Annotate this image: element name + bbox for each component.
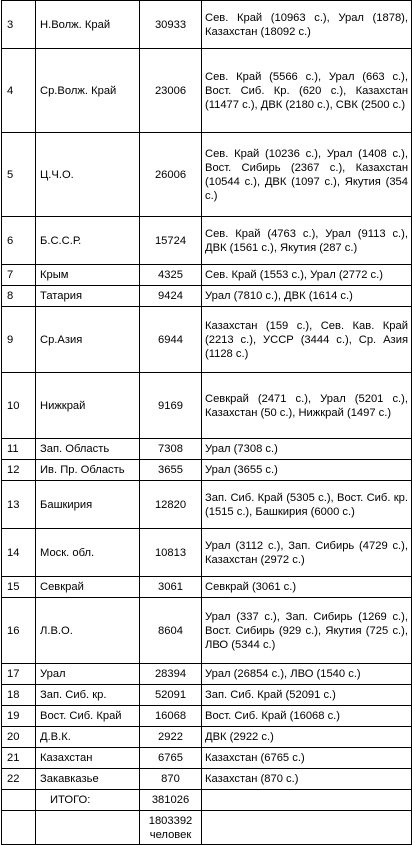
deportation-table	[1, 0, 412, 845]
total-label: ИТОГО:	[36, 790, 140, 811]
table-row	[2, 133, 412, 217]
destination-list: Урал (26854 с.), ЛВО (1540 с.)	[202, 664, 412, 685]
row-number: 15	[2, 577, 36, 598]
resettled-count: 9424	[140, 286, 202, 307]
region-name: Моск. обл.	[36, 529, 140, 577]
region-name: Зап. Сиб. кр.	[36, 685, 140, 706]
destination-list: Урал (7308 с.)	[202, 439, 412, 460]
total-dest-cell	[202, 790, 412, 811]
grand-dest-cell	[202, 811, 412, 845]
row-number: 13	[2, 481, 36, 529]
destination-list: ДВК (2922 с.)	[202, 727, 412, 748]
destination-list: Урал (3655 с.)	[202, 460, 412, 481]
region-name: Ив. Пр. Область	[36, 460, 140, 481]
resettled-count: 3655	[140, 460, 202, 481]
resettled-count: 10813	[140, 529, 202, 577]
resettled-count: 2922	[140, 727, 202, 748]
total-num-cell	[2, 790, 36, 811]
destination-list: Урал (7810 с.), ДВК (1614 с.)	[202, 286, 412, 307]
row-number: 21	[2, 748, 36, 769]
destination-list: Казахстан (6765 с.)	[202, 748, 412, 769]
destination-list: Казахстан (870 с.)	[202, 769, 412, 790]
table-row	[2, 769, 412, 790]
table-row	[2, 727, 412, 748]
row-number: 10	[2, 373, 36, 439]
region-name: Татария	[36, 286, 140, 307]
resettled-count: 6944	[140, 307, 202, 373]
row-number: 4	[2, 49, 36, 133]
resettled-count: 8604	[140, 598, 202, 664]
resettled-count: 3061	[140, 577, 202, 598]
region-name: Закавказье	[36, 769, 140, 790]
table-row	[2, 373, 412, 439]
destination-list: Сев. Край (10236 с.), Урал (1408 с.), Вост. Сибирь (2367 с.), Казахстан (10544 с.), ДВК (1097 с.), Якутия (354 с.)	[202, 133, 412, 217]
table-row	[2, 577, 412, 598]
table-row	[2, 529, 412, 577]
region-name: Д.В.К.	[36, 727, 140, 748]
region-name: Урал	[36, 664, 140, 685]
row-number: 8	[2, 286, 36, 307]
destination-list: Казахстан (159 с.), Сев. Кав. Край (2213 с.), УССР (3444 с.), Ср. Азия (1128 с.)	[202, 307, 412, 373]
table-row	[2, 460, 412, 481]
destination-list: Сев. Край (10963 с.), Урал (1878), Казахстан (18092 с.)	[202, 1, 412, 49]
destination-list: Севкрай (3061 с.)	[202, 577, 412, 598]
table-row	[2, 307, 412, 373]
resettled-count: 7308	[140, 439, 202, 460]
resettled-count: 26006	[140, 133, 202, 217]
row-number: 9	[2, 307, 36, 373]
resettled-count: 30933	[140, 1, 202, 49]
row-number: 22	[2, 769, 36, 790]
grand-total-unit: человек	[149, 828, 192, 841]
destination-list: Урал (3112 с.), Зап. Сибирь (4729 с.), Казахстан (2972 с.)	[202, 529, 412, 577]
resettled-count: 52091	[140, 685, 202, 706]
destination-list: Зап. Сиб. Край (5305 с.), Вост. Сиб. кр. (1515 с.), Башкирия (6000 с.)	[202, 481, 412, 529]
table-row	[2, 664, 412, 685]
region-name: Башкирия	[36, 481, 140, 529]
total-count: 381026	[140, 790, 202, 811]
table-row	[2, 685, 412, 706]
resettled-count: 870	[140, 769, 202, 790]
table-row	[2, 217, 412, 265]
row-number: 3	[2, 1, 36, 49]
row-number: 11	[2, 439, 36, 460]
grand-total-cell	[140, 811, 202, 845]
destination-list: Урал (337 с.), Зап. Сибирь (1269 с.), Вост. Сибирь (929 с.), Якутия (725 с.), ЛВО (5344 с.)	[202, 598, 412, 664]
grand-num-cell	[2, 811, 36, 845]
region-name: Крым	[36, 265, 140, 286]
region-name: Ц.Ч.О.	[36, 133, 140, 217]
destination-list: Севкрай (2471 с.), Урал (5201 с.), Казахстан (50 с.), Нижкрай (1497 с.)	[202, 373, 412, 439]
row-number: 7	[2, 265, 36, 286]
resettled-count: 23006	[140, 49, 202, 133]
total-row	[2, 790, 412, 811]
resettled-count: 16068	[140, 706, 202, 727]
row-number: 14	[2, 529, 36, 577]
resettled-count: 6765	[140, 748, 202, 769]
table-body	[2, 1, 412, 790]
destination-list: Зап. Сиб. Край (52091 с.)	[202, 685, 412, 706]
region-name: Н.Волж. Край	[36, 1, 140, 49]
resettled-count: 15724	[140, 217, 202, 265]
table-row	[2, 439, 412, 460]
resettled-count: 4325	[140, 265, 202, 286]
region-name: Зап. Область	[36, 439, 140, 460]
row-number: 5	[2, 133, 36, 217]
resettled-count: 12820	[140, 481, 202, 529]
region-name: Ср.Азия	[36, 307, 140, 373]
table-row	[2, 265, 412, 286]
row-number: 18	[2, 685, 36, 706]
table-row	[2, 49, 412, 133]
row-number: 12	[2, 460, 36, 481]
destination-list: Сев. Край (5566 с.), Урал (663 с.), Вост. Сиб. Кр. (620 с.), Казахстан (11477 с.), ДВК (2180 с.), СВК (2500 с.)	[202, 49, 412, 133]
table-row	[2, 706, 412, 727]
region-name: Б.С.С.Р.	[36, 217, 140, 265]
table-row	[2, 481, 412, 529]
resettled-count: 9169	[140, 373, 202, 439]
region-name: Нижкрай	[36, 373, 140, 439]
row-number: 19	[2, 706, 36, 727]
row-number: 16	[2, 598, 36, 664]
row-number: 17	[2, 664, 36, 685]
destination-list: Сев. Край (1553 с.), Урал (2772 с.)	[202, 265, 412, 286]
table-row	[2, 286, 412, 307]
region-name: Л.В.О.	[36, 598, 140, 664]
destination-list: Сев. Край (4763 с.), Урал (9113 с.), ДВК (1561 с.), Якутия (287 с.)	[202, 217, 412, 265]
region-name: Вост. Сиб. Край	[36, 706, 140, 727]
grand-total-row	[2, 811, 412, 845]
table-row	[2, 748, 412, 769]
region-name: Ср.Волж. Край	[36, 49, 140, 133]
region-name: Казахстан	[36, 748, 140, 769]
row-number: 6	[2, 217, 36, 265]
resettled-count: 28394	[140, 664, 202, 685]
table-row	[2, 598, 412, 664]
table-row	[2, 1, 412, 49]
destination-list: Вост. Сиб. Край (16068 с.)	[202, 706, 412, 727]
grand-label-cell	[36, 811, 140, 845]
region-name: Севкрай	[36, 577, 140, 598]
grand-total-count: 1803392	[148, 814, 193, 827]
row-number: 20	[2, 727, 36, 748]
